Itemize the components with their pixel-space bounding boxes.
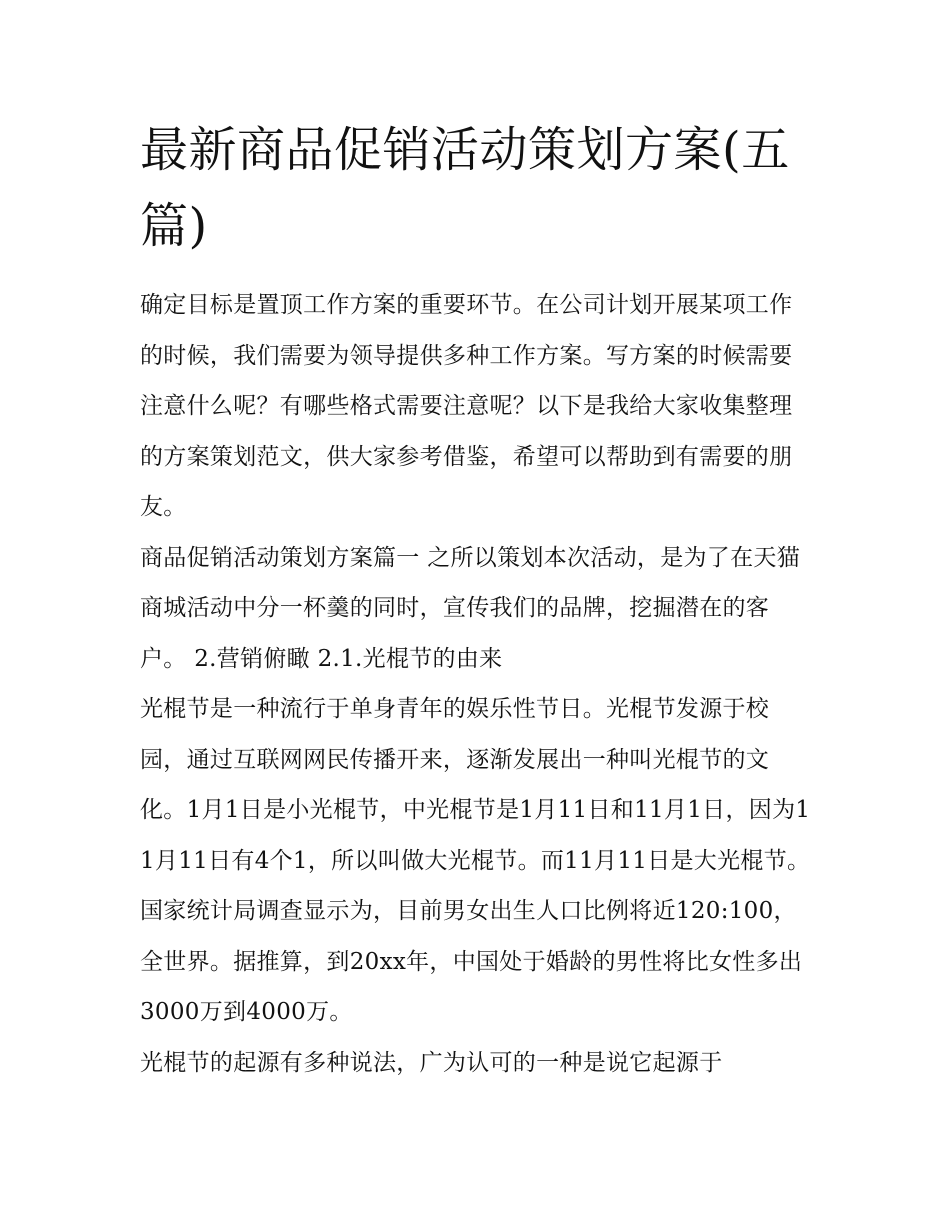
origin-paragraph: 光棍节是一种流行于单身青年的娱乐性节日。光棍节发源于校园，通过互联网网民传播开来，逐渐发展出一种叫光棍节的文化。1月1日是小光棍节，中光棍节是1月11日和11月1日，因为11月11日有4个1，所以叫做大光棍节。而11月11日是大光棍节。国家统计局调查显示为，目前男女出生人口比例将近120:100，全世界。据推算，到20xx年，中国处于婚龄的男性将比女性多出3000万到4000万。 <box>140 696 811 1025</box>
document-page <box>140 112 812 1088</box>
intro-paragraph: 确定目标是置顶工作方案的重要环节。在公司计划开展某项工作的时候，我们需要为领导提供多种工作方案。写方案的时候需要注意什么呢？有哪些格式需要注意呢？以下是我给大家收集整理的方案策划范文，供大家参考借鉴，希望可以帮助到有需要的朋友。 <box>140 292 793 520</box>
document-title: 最新商品促销活动策划方案(五篇) <box>140 122 790 254</box>
section-one-paragraph: 商品促销活动策划方案篇一 之所以策划本次活动，是为了在天猫商城活动中分一杯羹的同时，宣传我们的品牌，挖掘潜在的客户。 2.营销俯瞰 2.1.光棍节的由来 <box>140 544 801 672</box>
origin-continued-paragraph: 光棍节的起源有多种说法，广为认可的一种是说它起源于 <box>140 1049 723 1076</box>
